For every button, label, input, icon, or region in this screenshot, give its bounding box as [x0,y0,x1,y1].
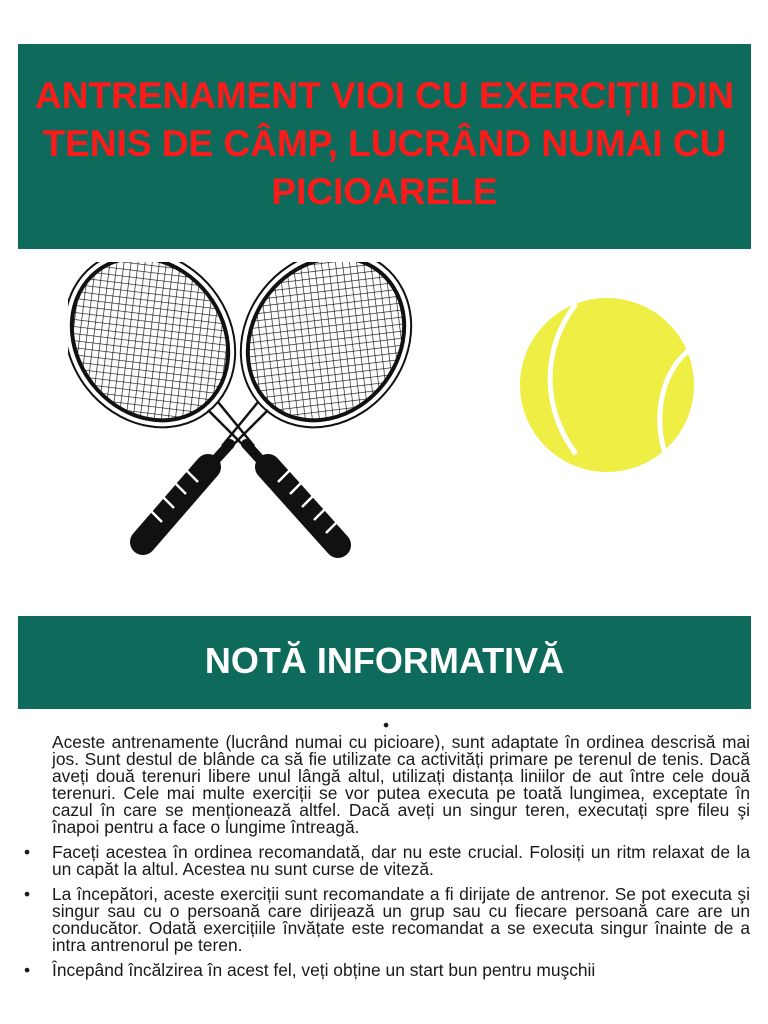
paragraph-text: Începând încălzirea în acest fel, veți obține un start bun pentru muşchii [52,960,596,980]
paragraph-intro [22,734,750,836]
bullet-marker: • [24,842,31,862]
paragraph-beginners [22,886,750,954]
paragraph-text: Aceste antrenamente (lucrând numai cu picioare), sunt adaptate în ordinea descrisă mai jos. Sunt destul de blânde ca să fie utilizate ca activități primare pe terenul de tenis. Dacă aveți două terenuri libere unul lângă altul, utilizați distanța liniilor de aut între cele două terenuri. Cele mai multe exerciții se vor putea executa pe toată lungimea, exceptate în cazul în care se menționează altfel. Dacă aveți un singur teren, executați spre fileu şi înapoi pentru a face o lungime întreagă. [52,732,750,837]
bullet-marker: • [24,884,31,904]
paragraph-warmup [22,962,750,979]
tennis-ball-icon [518,296,696,474]
page-title: ANTRENAMENT VIOI CU EXERCIȚII DIN TENIS DE CÂMP, LUCRÂND NUMAI CU PICIOARELE [35,74,734,212]
body-text [22,714,750,987]
section-banner [18,616,751,709]
paragraph-text: Faceți acestea în ordinea recomandată, dar nu este crucial. Folosiți un ritm relaxat de la un capăt la altul. Acestea nu sunt curse de viteză. [52,842,750,879]
bullet-marker: • [24,960,31,980]
paragraph-order [22,844,750,878]
paragraph-text: La începători, aceste exerciții sunt recomandate a fi dirijate de antrenor. Se pot executa şi singur sau cu o persoană care dirijează un grup sau cu fiecare persoană care are un conducător. Odată exercițiile învățate este recomandat a se executa singur înainte de a intra antrenorul pe teren. [52,884,750,955]
crossed-tennis-rackets-icon [68,262,413,562]
title-banner [18,44,751,249]
section-heading: NOTĂ INFORMATIVĂ [204,639,565,681]
empty-bullet: • [382,715,390,735]
